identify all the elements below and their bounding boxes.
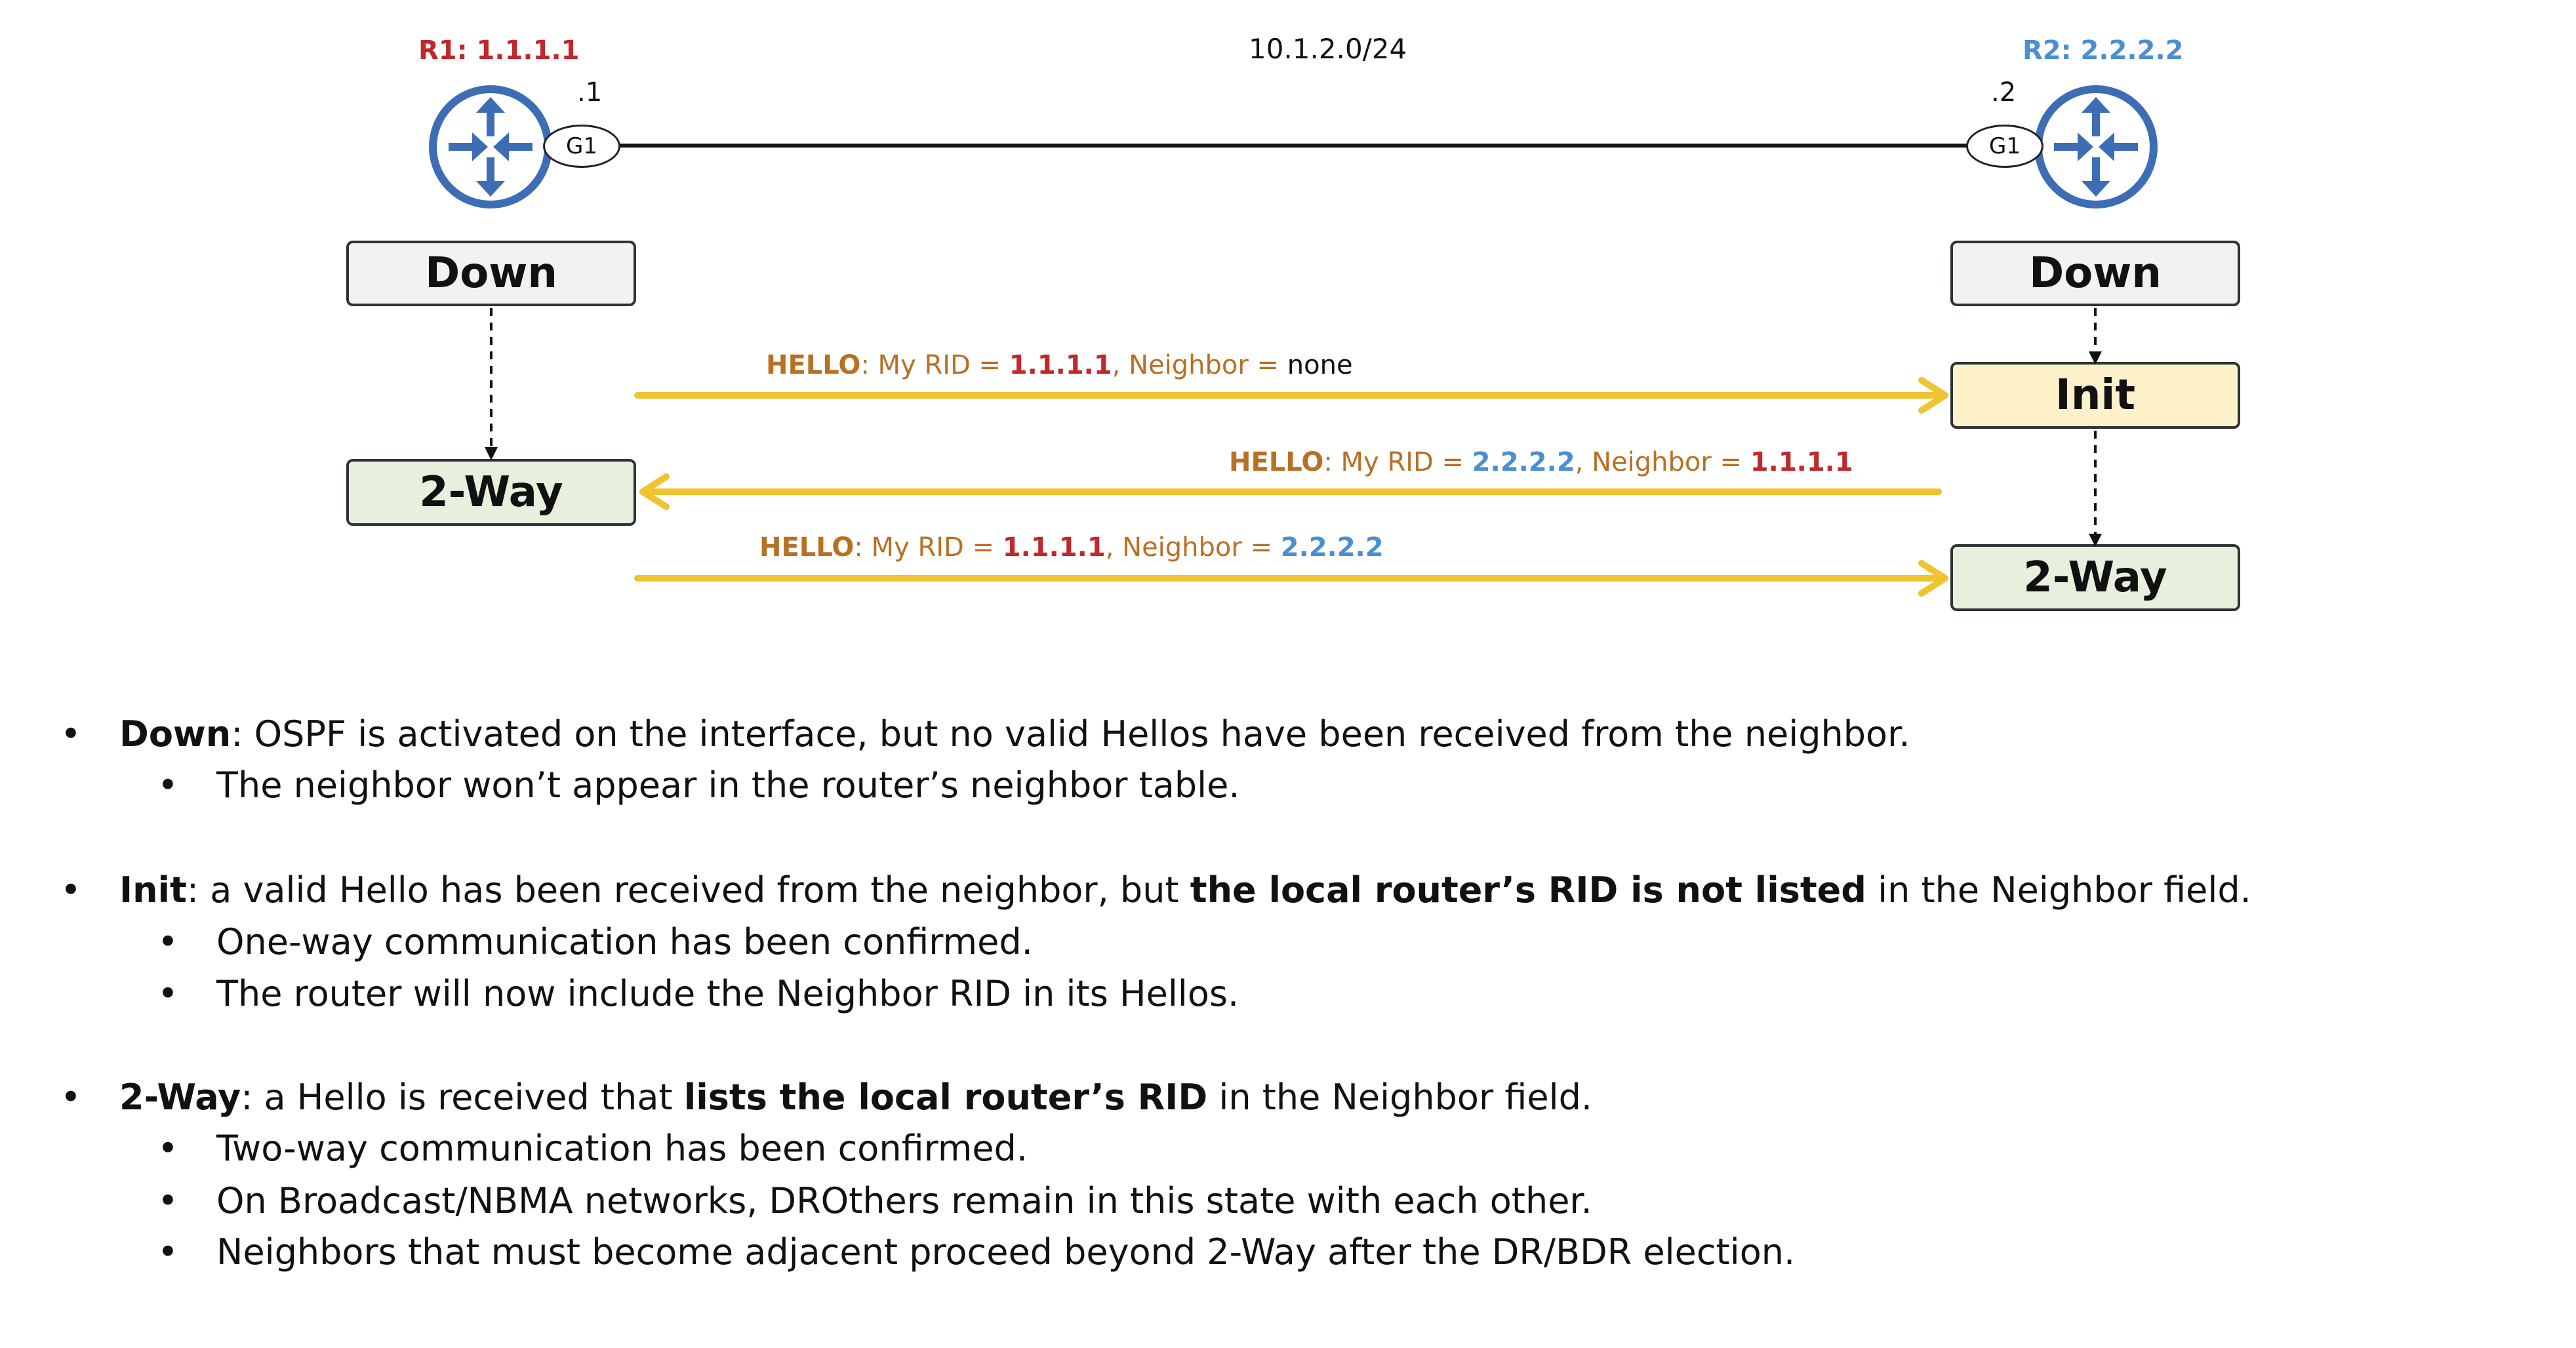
r1-state-2way: 2-Way: [346, 459, 636, 526]
subnet-label: 10.1.2.0/24: [1249, 33, 1407, 65]
hello-text: : My RID =: [860, 350, 1009, 380]
bullet-term: 2-Way: [119, 1077, 241, 1118]
bullet-term: Down: [119, 713, 231, 755]
sub-bullet: [157, 1128, 1028, 1169]
bullet-dot: •: [157, 973, 178, 1014]
bullet-dot: •: [157, 1180, 178, 1221]
bullet-emphasis: the local router’s RID is not listed: [1190, 869, 1866, 911]
bullet-term: Init: [119, 869, 187, 911]
bullet-dot: •: [157, 1231, 178, 1273]
bullet-text: : a valid Hello has been received from the neighbor, but: [186, 869, 1190, 911]
bullet-2way: [60, 1077, 1593, 1118]
sub-bullet: [157, 1231, 1796, 1273]
r2-state-down: Down: [1950, 241, 2240, 306]
sub-bullet-text: One-way communication has been confirmed.: [216, 921, 1033, 962]
bullet-dot: •: [60, 1077, 81, 1118]
sub-bullet-text: Neighbors that must become adjacent proceed beyond 2-Way after the DR/BDR election.: [216, 1231, 1796, 1273]
r1-interface: G1: [543, 125, 620, 168]
bullet-dot: •: [157, 764, 178, 806]
sub-bullet-text: The router will now include the Neighbor RID in its Hellos.: [216, 973, 1239, 1014]
bullet-init: [60, 869, 2251, 911]
bullet-down: [60, 713, 1910, 755]
hello-text: , Neighbor =: [1112, 350, 1287, 380]
bullet-text: in the Neighbor field.: [1866, 869, 2251, 911]
r2-interface: G1: [1966, 125, 2043, 168]
hello-neighbor: 1.1.1.1: [1750, 447, 1853, 477]
r2-label: R2: 2.2.2.2: [2023, 35, 2184, 66]
hello-label-1: [766, 350, 1353, 380]
r1-octet: .1: [577, 77, 603, 108]
hello-rid: 1.1.1.1: [1009, 350, 1112, 380]
r1-label: R1: 1.1.1.1: [418, 35, 580, 66]
hello-label-2: [1229, 447, 1853, 477]
bullet-emphasis: lists the local router’s RID: [683, 1077, 1208, 1118]
hello-keyword: HELLO: [1229, 447, 1324, 477]
hello-rid: 2.2.2.2: [1472, 447, 1575, 477]
bullet-text: : OSPF is activated on the interface, but no valid Hellos have been received from the neighbor.: [231, 713, 1910, 755]
r1-state-down: Down: [346, 241, 636, 306]
sub-bullet-text: On Broadcast/NBMA networks, DROthers remain in this state with each other.: [216, 1180, 1592, 1221]
hello-text: : My RID =: [854, 532, 1003, 563]
bullet-text: : a Hello is received that: [241, 1077, 684, 1118]
bullet-dot: •: [157, 921, 178, 962]
bullet-dot: •: [60, 713, 81, 755]
bullet-text: in the Neighbor field.: [1207, 1077, 1593, 1118]
sub-bullet: [157, 973, 1239, 1014]
r2-octet: .2: [1991, 77, 2017, 108]
bullet-dot: •: [60, 869, 81, 911]
hello-label-3: [759, 532, 1384, 563]
hello-neighbor: none: [1287, 350, 1353, 380]
hello-rid: 1.1.1.1: [1002, 532, 1106, 563]
sub-bullet: [157, 921, 1033, 962]
r2-state-init: Init: [1950, 362, 2240, 429]
hello-keyword: HELLO: [759, 532, 855, 563]
hello-text: : My RID =: [1323, 447, 1472, 477]
r2-state-2way: 2-Way: [1950, 544, 2240, 611]
sub-bullet: [157, 1180, 1592, 1221]
bullet-dot: •: [157, 1128, 178, 1169]
hello-text: , Neighbor =: [1575, 447, 1750, 477]
sub-bullet-text: Two-way communication has been confirmed.: [216, 1128, 1028, 1169]
hello-neighbor: 2.2.2.2: [1280, 532, 1384, 563]
sub-bullet: [157, 764, 1240, 806]
sub-bullet-text: The neighbor won’t appear in the router’s neighbor table.: [216, 764, 1240, 806]
hello-text: , Neighbor =: [1105, 532, 1281, 563]
hello-keyword: HELLO: [766, 350, 861, 380]
